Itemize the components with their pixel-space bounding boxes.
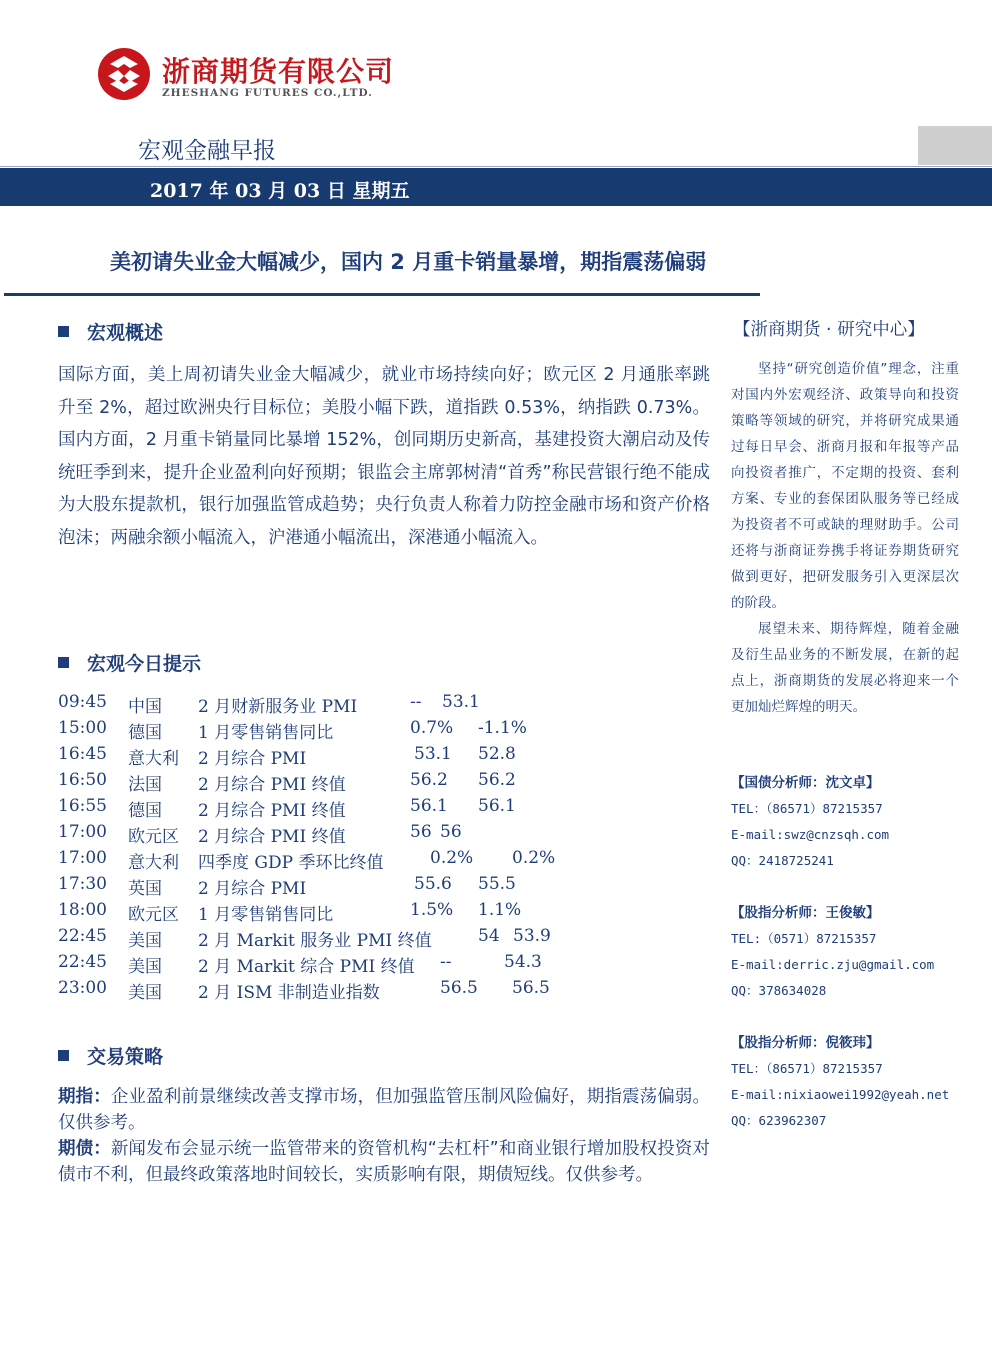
calendar-country: 美国 <box>128 983 162 1003</box>
calendar-forecast-value: 56 <box>440 822 462 842</box>
calendar-forecast-value: 0.2% <box>512 848 556 868</box>
analyst-tel: TEL：（86571）87215357 <box>731 801 883 816</box>
square-bullet-icon <box>58 326 69 337</box>
sidebar-intro-paragraph: 展望未来、期待辉煌，随着金融及衍生品业务的不断发展，在新的起点上，浙商期货的发展必将迎来一个更加灿烂辉煌的明天。 <box>731 621 959 715</box>
calendar-event: 2 月财新服务业 PMI <box>198 697 358 717</box>
calendar-country: 英国 <box>128 879 162 899</box>
calendar-previous-value: 54 <box>478 926 500 946</box>
calendar-previous-value: 56.2 <box>410 770 448 790</box>
calendar-event: 2 月综合 PMI <box>198 749 307 769</box>
analyst-email[interactable]: E-mail:swz@cnzsqh.com <box>731 827 890 842</box>
calendar-time: 17:30 <box>58 874 107 894</box>
header-decoration-block <box>918 126 992 165</box>
calendar-time: 16:45 <box>58 744 107 764</box>
calendar-event: 2 月综合 PMI <box>198 879 307 899</box>
calendar-forecast-value: 54.3 <box>504 952 542 972</box>
report-date: 2017 年 03 月 03 日 星期五 <box>150 180 410 202</box>
calendar-country: 意大利 <box>128 853 179 873</box>
calendar-time: 16:50 <box>58 770 107 790</box>
calendar-event: 2 月综合 PMI 终值 <box>198 801 346 821</box>
calendar-time: 17:00 <box>58 848 107 868</box>
calendar-event: 四季度 GDP 季环比终值 <box>198 853 384 873</box>
calendar-time: 16:55 <box>58 796 107 816</box>
analyst-email[interactable]: E-mail:derric.zju@gmail.com <box>731 957 935 972</box>
analyst-title: 【股指分析师：王俊敏】 <box>731 905 880 921</box>
calendar-country: 法国 <box>128 775 162 795</box>
analyst-title: 【国债分析师：沈文卓】 <box>731 775 880 791</box>
calendar-forecast-value: 56.5 <box>512 978 550 998</box>
analyst-tel: TEL:（0571）87215357 <box>731 931 877 946</box>
calendar-previous-value: -- <box>440 952 452 972</box>
company-name-en: ZHESHANG FUTURES CO.,LTD. <box>162 87 373 99</box>
analyst-qq: QQ：2418725241 <box>731 853 834 868</box>
calendar-country: 中国 <box>128 697 162 717</box>
calendar-country: 德国 <box>128 801 162 821</box>
calendar-forecast-value: 53.1 <box>442 692 480 712</box>
calendar-previous-value: 55.6 <box>414 874 452 894</box>
calendar-event: 2 月综合 PMI 终值 <box>198 827 346 847</box>
section-heading-overview: 宏观概述 <box>58 318 163 345</box>
sidebar-intro <box>731 356 959 720</box>
calendar-country: 德国 <box>128 723 162 743</box>
strategy-item-index-futures: 期指：企业盈利前景继续改善支撑市场，但加强监管压制风险偏好，期指震荡偏弱。仅供参考。 <box>58 1087 710 1133</box>
section-heading-strategy: 交易策略 <box>58 1042 163 1069</box>
date-banner <box>0 168 992 206</box>
calendar-forecast-value: 55.5 <box>478 874 516 894</box>
calendar-previous-value: 53.1 <box>414 744 452 764</box>
sidebar-intro-paragraph: 坚持“研究创造价值”理念，注重对国内外宏观经济、政策导向和投资策略等领域的研究，并将研究成果通过每日早会、浙商月报和年报等产品向投资者推广，不定期的投资、套利方案、专业的套保团队服务等已经成为投资者不可或缺的理财助手。公司还将与浙商证券携手将证券期货研究做到更好，把研发服务引入更深层次的阶段。 <box>731 361 959 611</box>
analyst-card <box>731 770 981 874</box>
sidebar-title: 【浙商期货 · 研究中心】 <box>733 320 925 340</box>
headline: 美初请失业金大幅减少，国内 2 月重卡销量暴增，期指震荡偏弱 <box>110 250 707 274</box>
square-bullet-icon <box>58 1050 69 1061</box>
calendar-time: 17:00 <box>58 822 107 842</box>
calendar-previous-value: 0.2% <box>430 848 474 868</box>
calendar-time: 22:45 <box>58 926 107 946</box>
calendar-forecast-value: 52.8 <box>478 744 516 764</box>
calendar-forecast-value: 53.9 <box>513 926 551 946</box>
calendar-event: 1 月零售销售同比 <box>198 723 334 743</box>
calendar-previous-value: 0.7% <box>410 718 454 738</box>
headline-divider <box>4 293 760 296</box>
calendar-forecast-value: 1.1% <box>478 900 522 920</box>
analyst-qq: QQ：378634028 <box>731 983 827 998</box>
calendar-country: 美国 <box>128 957 162 977</box>
calendar-event: 2 月 Markit 综合 PMI 终值 <box>198 957 415 977</box>
calendar-forecast-value: -1.1% <box>478 718 527 738</box>
calendar-forecast-value: 56.1 <box>478 796 516 816</box>
calendar-country: 欧元区 <box>128 827 179 847</box>
calendar-time: 23:00 <box>58 978 107 998</box>
calendar-event: 2 月综合 PMI 终值 <box>198 775 346 795</box>
analyst-title: 【股指分析师：倪筱玮】 <box>731 1035 880 1051</box>
calendar-forecast-value: 56.2 <box>478 770 516 790</box>
analyst-tel: TEL：（86571）87215357 <box>731 1061 883 1076</box>
strategy-content <box>58 1084 710 1188</box>
calendar-country: 欧元区 <box>128 905 179 925</box>
calendar-event: 2 月 Markit 服务业 PMI 终值 <box>198 931 432 951</box>
calendar-previous-value: 56 <box>410 822 432 842</box>
analyst-qq: QQ：623962307 <box>731 1113 827 1128</box>
header-divider <box>0 166 992 167</box>
company-logo-icon <box>96 46 152 102</box>
section-heading-calendar: 宏观今日提示 <box>58 649 201 676</box>
calendar-previous-value: 56.1 <box>410 796 448 816</box>
calendar-event: 1 月零售销售同比 <box>198 905 334 925</box>
analyst-card <box>731 900 981 1004</box>
analyst-email[interactable]: E-mail:nixiaowei1992@yeah.net <box>731 1087 950 1102</box>
calendar-time: 18:00 <box>58 900 107 920</box>
calendar-event: 2 月 ISM 非制造业指数 <box>198 983 380 1003</box>
calendar-country: 意大利 <box>128 749 179 769</box>
square-bullet-icon <box>58 657 69 668</box>
calendar-previous-value: 56.5 <box>440 978 478 998</box>
strategy-item-bond-futures: 期债：新闻发布会显示统一监管带来的资管机构“去杠杆”和商业银行增加股权投资对债市不利，但最终政策落地时间较长，实质影响有限，期债短线。仅供参考。 <box>58 1139 711 1185</box>
report-type-title: 宏观金融早报 <box>138 138 276 164</box>
analyst-card <box>731 1030 981 1134</box>
company-name-cn: 浙商期货有限公司 <box>162 55 395 88</box>
calendar-previous-value: 1.5% <box>410 900 454 920</box>
calendar-time: 22:45 <box>58 952 107 972</box>
overview-paragraph: 国际方面，美上周初请失业金大幅减少，就业市场持续向好；欧元区 2 月通胀率跳升至 2%，超过欧洲央行目标位；美股小幅下跌，道指跌 0.53%，纳指跌 0.73%。国内方面，2 月重卡销量同比暴增 152%，创同期历史新高，基建投资大潮启动及传统旺季到来，提升企业盈利向好预期；银监会主席郭树清“首秀”称民营银行绝不能成为大股东提款机，银行加强监管成趋势；央行负责人称着力防控金融市场和资产价格泡沫；两融余额小幅流入，沪港通小幅流出，深港通小幅流入。 <box>58 365 710 548</box>
calendar-time: 09:45 <box>58 692 107 712</box>
calendar-country: 美国 <box>128 931 162 951</box>
calendar-previous-value: -- <box>410 692 422 712</box>
calendar-time: 15:00 <box>58 718 107 738</box>
